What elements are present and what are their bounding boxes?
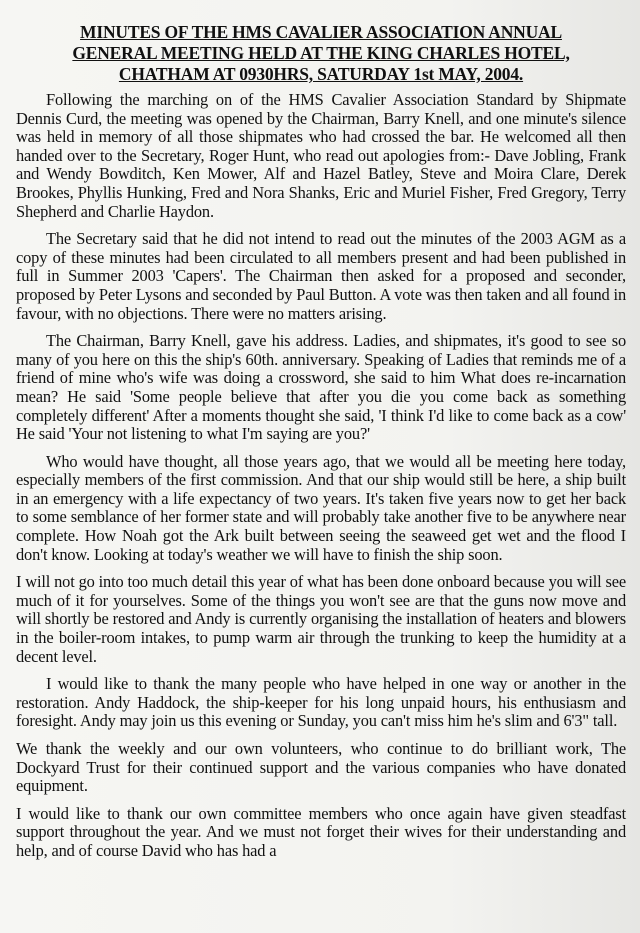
paragraph-opening: Following the marching on of the HMS Cavalier Association Standard by Shipmate Dennis Curd, the meeting was opened by the Chairman, Barry Knell, and one minute's silence was held in memory of all those shipmates who had crossed the bar. He welcomed all then handed over to the Secretary, Roger Hunt, who read out apologies from:- Dave Jobling, Frank and Wendy Bowditch, Ken Mower, Alf and Hazel Batley, Steve and Moira Clare, Derek Brookes, Phyllis Hunking, Fred and Nora Shanks, Eric and Muriel Fisher, Fred Gregory, Terry Shepherd and Charlie Haydon.: [16, 90, 626, 221]
paragraph-first-commission: Who would have thought, all those years ago, that we would all be meeting here today, especially members of the first commission. And that our ship would still be here, a ship built in an emergency with a life expectancy of two years. It's taken five years now to get her back to some semblance of her former state and will probably take another five to be anywhere near complete. How Noah got the Ark built between seeing the seaweed get wet and the flood I don't know. Looking at today's weather we will have to finish the ship soon.: [16, 451, 626, 564]
paragraph-previous-minutes: The Secretary said that he did not intend to read out the minutes of the 2003 AGM as a copy of these minutes had been circulated to all members present and had been published in full in Summer 2003 'Capers'. The Chairman then asked for a proposed and seconder, proposed by Peter Lysons and seconded by Paul Button. A vote was then taken and all found in favour, with no objections. There were no matters arising.: [16, 229, 626, 323]
paragraph-thanks-committee: I would like to thank our own committee members who once again have given steadfast support throughout the year. And we must not forget their wives for their understanding and help, and of course David who has had a: [16, 803, 626, 860]
paragraph-thanks-volunteers: We thank the weekly and our own volunteers, who continue to do brilliant work, The Dockyard Trust for their continued support and the various companies who have donated equipment.: [16, 739, 626, 796]
title-line: CHATHAM AT 0930HRS, SATURDAY 1st MAY, 2004.: [118, 64, 524, 84]
title-line: MINUTES OF THE HMS CAVALIER ASSOCIATION ANNUAL: [80, 22, 562, 42]
paragraph-thanks-helpers: I would like to thank the many people who have helped in one way or another in the restoration. Andy Haddock, the ship-keeper for his long unpaid hours, his enthusiasm and foresight. Andy may join us this evening or Sunday, you can't miss him he's slim and 6'3" tall.: [16, 674, 626, 731]
paragraph-onboard-work: I will not go into too much detail this year of what has been done onboard because you will see much of it for yourselves. Some of the things you won't see are that the guns now move and will shortly be restored and Andy is currently organising the installation of heaters and blowers in the boiler-room intakes, to pump warm air through the trunking to keep the humidity at a decent level.: [16, 572, 626, 666]
paragraph-chairman-address: The Chairman, Barry Knell, gave his address. Ladies, and shipmates, it's good to see so many of you here on this the ship's 60th. anniversary. Speaking of Ladies that reminds me of a friend of mine who's wife was doing a crossword, she said to him What does re-incarnation mean? He said 'Some people believe that after you die you come back as something completely different' After a moments thought she said, 'I think I'd like to come back as a cow' He said 'Your not listening to what I'm saying are you?': [16, 331, 626, 444]
document-title: [16, 22, 626, 85]
title-line: GENERAL MEETING HELD AT THE KING CHARLES HOTEL,: [72, 43, 570, 63]
